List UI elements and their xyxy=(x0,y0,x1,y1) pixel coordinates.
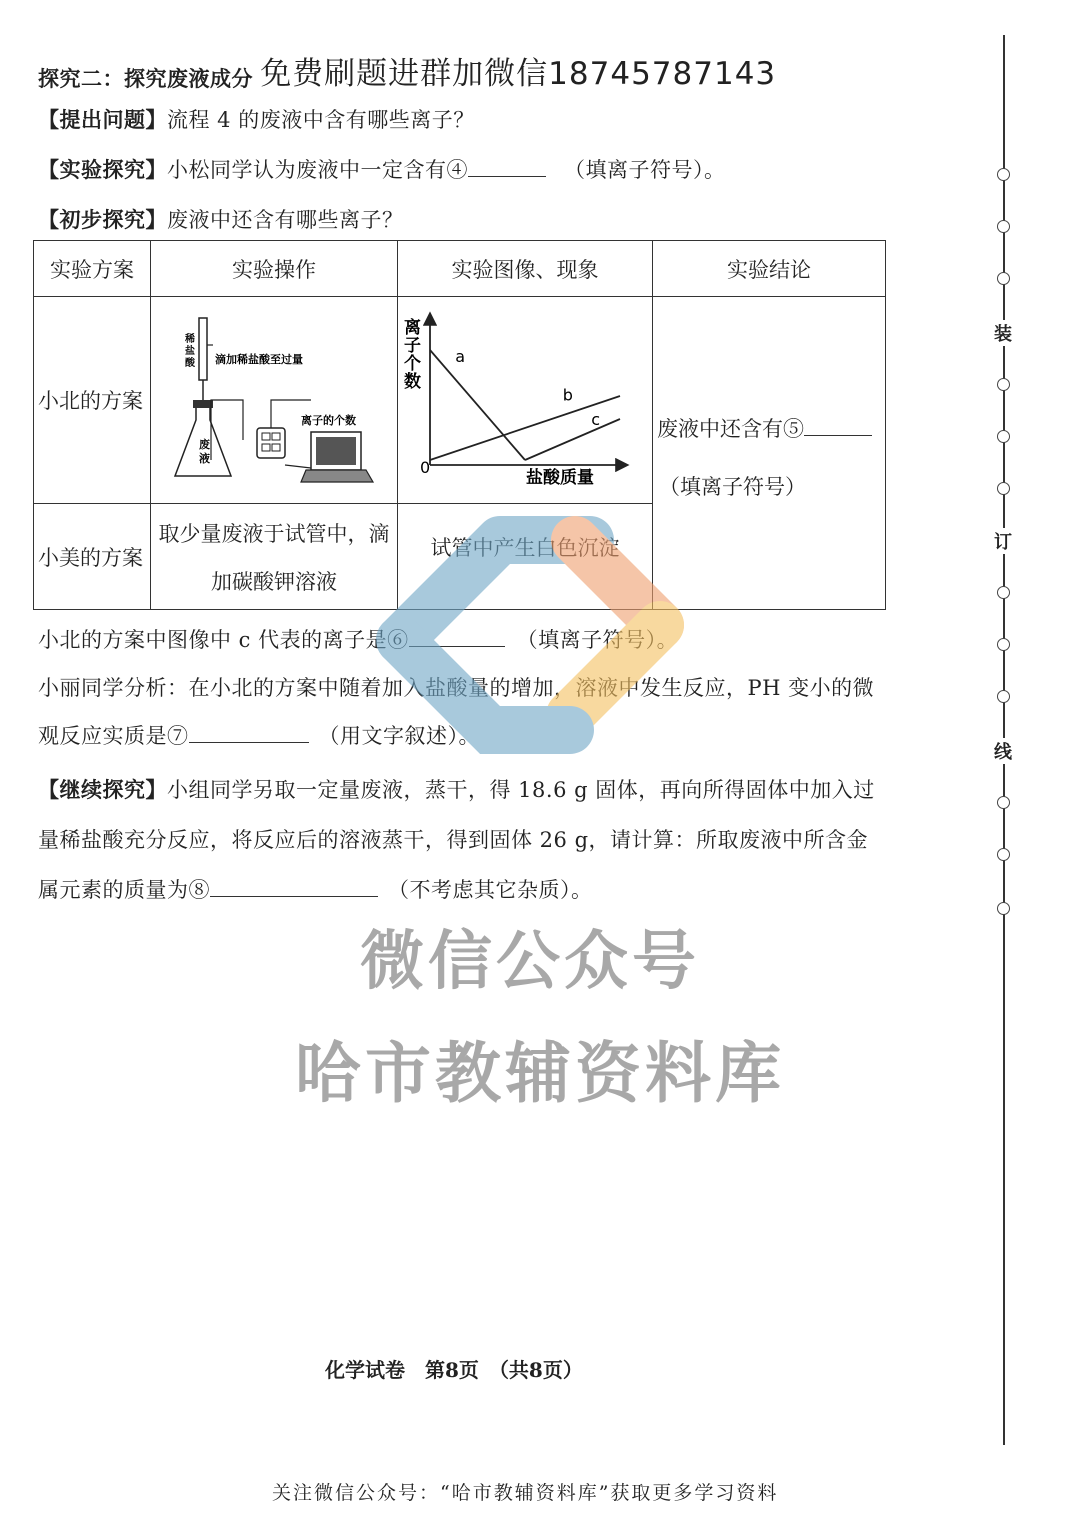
blank-5[interactable] xyxy=(804,415,872,436)
question-init xyxy=(38,204,404,234)
cont-after: （不考虑其它杂质）。 xyxy=(388,878,593,902)
binding-circle xyxy=(997,220,1010,233)
binding-circle xyxy=(997,430,1010,443)
y-label-1: 离 xyxy=(404,318,421,338)
q7-text-2: 观反应实质是⑦ xyxy=(38,724,189,748)
screen-label: 离子的个数 xyxy=(301,414,356,427)
row2-plan: 小美的方案 xyxy=(34,504,151,610)
q6-after: （填离子符号）。 xyxy=(516,628,679,652)
footer-note: 关注微信公众号：“哈市教辅资料库”获取更多学习资料 xyxy=(272,1482,779,1504)
promo-text: 免费刷题进群加微信18745787143 xyxy=(260,56,777,92)
y-label-2: 子 xyxy=(404,336,421,356)
reagent-label-1: 稀 xyxy=(185,334,195,345)
apparatus-diagram xyxy=(151,300,396,500)
row2-phen-b: 白色沉淀 xyxy=(535,535,620,560)
origin-label: 0 xyxy=(420,458,431,477)
conclusion-text: 废液中还含有⑤ xyxy=(657,417,804,441)
binding-circle xyxy=(997,690,1010,703)
burette xyxy=(199,318,207,380)
header-operation: 实验操作 xyxy=(151,241,398,297)
binding-circle xyxy=(997,482,1010,495)
question-exp xyxy=(38,154,726,184)
series-label-b: b xyxy=(562,385,573,405)
tag-raise: 【提出问题】 xyxy=(38,107,167,132)
cont-text-2: 量稀盐酸充分反应，将反应后的溶液蒸干，得到固体 26 g，请计算：所取废液中所含金 xyxy=(38,828,869,852)
binding-circle xyxy=(997,848,1010,861)
text-raise: 流程 4 的废液中含有哪些离子？ xyxy=(167,108,475,132)
binding-circle xyxy=(997,796,1010,809)
header-plan: 实验方案 xyxy=(34,241,151,297)
page-footer: 化学试卷 第8页 （共8页） xyxy=(325,1358,583,1382)
laptop-keyboard xyxy=(301,470,373,482)
binding-word-1: 装 xyxy=(994,320,1012,346)
y-label-4: 数 xyxy=(404,372,421,392)
question-cont-line3 xyxy=(38,874,593,904)
reagent-label-2: 盐 xyxy=(185,346,195,357)
row2-phen-a: 试管中产生 xyxy=(430,535,536,560)
section-header xyxy=(38,48,776,93)
apparatus-cell xyxy=(151,297,398,504)
chart-cell xyxy=(398,297,653,504)
question-raise xyxy=(38,104,475,134)
text-exp-after: （填离子符号）。 xyxy=(564,158,726,182)
drop-label: 滴加稀盐酸至过量 xyxy=(215,353,303,366)
header-conclusion: 实验结论 xyxy=(653,241,886,297)
series-label-a: a xyxy=(455,347,466,367)
conclusion-line2: （填离子符号） xyxy=(659,475,806,499)
cont-text-1: 小组同学另取一定量废液，蒸干，得 18.6 g 固体，再向所得固体中加入过 xyxy=(167,778,875,802)
stopper xyxy=(193,400,213,408)
binding-word-2: 订 xyxy=(994,528,1012,554)
q7-after: （用文字叙述）。 xyxy=(318,724,480,748)
tag-exp: 【实验探究】 xyxy=(38,157,167,182)
flask-label-2: 液 xyxy=(199,452,210,465)
binding-circle xyxy=(997,638,1010,651)
tag-init: 【初步探究】 xyxy=(38,207,167,232)
series-line-c xyxy=(525,419,620,460)
text-exp: 小松同学认为废液中一定含有④ xyxy=(167,158,468,182)
tag-cont: 【继续探究】 xyxy=(38,777,167,802)
ion-chart xyxy=(398,297,653,503)
conclusion-line1 xyxy=(657,413,885,443)
reagent-label-3: 酸 xyxy=(185,358,195,369)
binding-circle xyxy=(997,168,1010,181)
blank-4[interactable] xyxy=(468,156,546,177)
cont-text-3: 属元素的质量为⑧ xyxy=(38,878,210,902)
watermark-line2: 哈市教辅资料库 xyxy=(295,1035,785,1112)
sensor-box xyxy=(257,428,285,458)
row1-plan: 小北的方案 xyxy=(34,297,151,504)
watermark-line1: 微信公众号 xyxy=(360,925,700,999)
binding-circle xyxy=(997,378,1010,391)
watermark-logo xyxy=(340,515,740,785)
row2-op-line1: 取少量废液于试管中，滴 xyxy=(158,521,390,546)
q7-text-1: 小丽同学分析：在小北的方案中随着加入盐酸量的增加，溶液中发生反应，PH 变小的微 xyxy=(38,676,875,700)
binding-word-3: 线 xyxy=(994,738,1012,764)
text-init: 废液中还含有哪些离子？ xyxy=(167,208,404,232)
binding-circle xyxy=(997,586,1010,599)
flask-label-1: 废 xyxy=(199,438,210,451)
blank-8[interactable] xyxy=(210,876,378,897)
binding-circle xyxy=(997,902,1010,915)
blank-7[interactable] xyxy=(189,722,309,743)
row2-op-line2: 加碳酸钾溶液 xyxy=(211,569,337,594)
x-label: 盐酸质量 xyxy=(526,468,594,488)
question-cont-line2 xyxy=(38,824,868,854)
section-title: 探究二：探究废液成分 xyxy=(38,66,253,91)
q6-text: 小北的方案中图像中 c 代表的离子是⑥ xyxy=(38,628,409,652)
y-label-3: 个 xyxy=(404,354,421,374)
header-phenomenon: 实验图像、现象 xyxy=(398,241,653,297)
series-label-c: c xyxy=(591,409,601,429)
binding-circle xyxy=(997,272,1010,285)
